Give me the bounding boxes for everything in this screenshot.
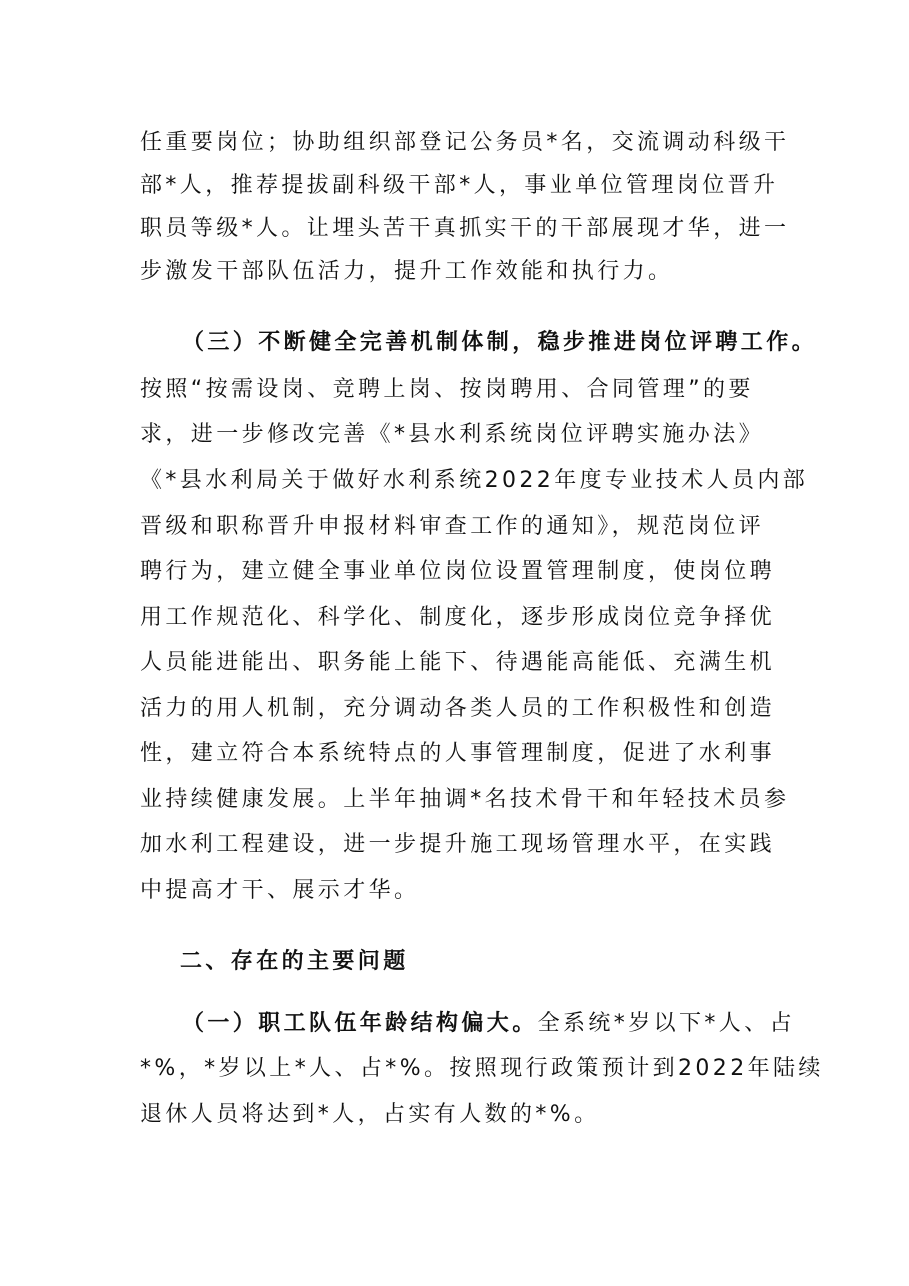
subsection-heading-3: （三）不断健全完善机制体制，稳步推进岗位评聘工作。: [182, 330, 818, 355]
p2-line-2: 求，进一步修改完善《*县水利系统岗位评聘实施办法》: [140, 422, 765, 447]
p2-line-11: 加水利工程建设，进一步提升施工现场管理水平，在实践: [140, 832, 776, 857]
p3-line-2: *%，*岁以上*人、占*%。按照现行政策预计到2022年陆续: [140, 1056, 824, 1081]
section-title-2: 二、存在的主要问题: [180, 949, 409, 974]
p2-line-10: 业持续健康发展。上半年抽调*名技术骨干和年轻技术员参: [140, 787, 790, 812]
p2-line-8: 活力的用人机制，充分调动各类人员的工作积极性和创造: [140, 696, 776, 721]
p2-line-9: 性，建立符合本系统特点的人事管理制度，促进了水利事: [140, 741, 776, 766]
p1-line-4: 步激发干部队伍活力，提升工作效能和执行力。: [140, 259, 674, 284]
p1-line-1: 任重要岗位；协助组织部登记公务员*名，交流调动科级干: [140, 130, 790, 155]
p2-line-7: 人员能进能出、职务能上能下、待遇能高能低、充满生机: [140, 650, 776, 675]
p2-line-3: 《*县水利局关于做好水利系统2022年度专业技术人员内部: [140, 468, 809, 493]
p3-line-1: [182, 1009, 795, 1039]
p2-line-4: 晋级和职称晋升申报材料审查工作的通知》，规范岗位评: [140, 514, 765, 539]
p2-line-5: 聘行为，建立健全事业单位岗位设置管理制度，使岗位聘: [140, 559, 776, 584]
p2-line-1: 按照“按需设岗、竞聘上岗、按岗聘用、合同管理”的要: [140, 377, 754, 402]
p2-line-6: 用工作规范化、科学化、制度化，逐步形成岗位竞争择优: [140, 605, 776, 630]
p1-line-3: 职员等级*人。让埋头苦干真抓实干的干部展现才华，进一: [140, 216, 790, 241]
p1-line-2: 部*人，推荐提拔副科级干部*人，事业单位管理岗位晋升: [140, 173, 779, 198]
p3-line-1-rest: 全系统*岁以下*人、占: [537, 1011, 796, 1036]
subsection-heading-1: （一）职工队伍年龄结构偏大。: [182, 1011, 538, 1036]
p3-line-3: 退休人员将达到*人，占实有人数的*%。: [140, 1102, 600, 1127]
p2-line-12: 中提高才干、展示才华。: [140, 878, 420, 903]
